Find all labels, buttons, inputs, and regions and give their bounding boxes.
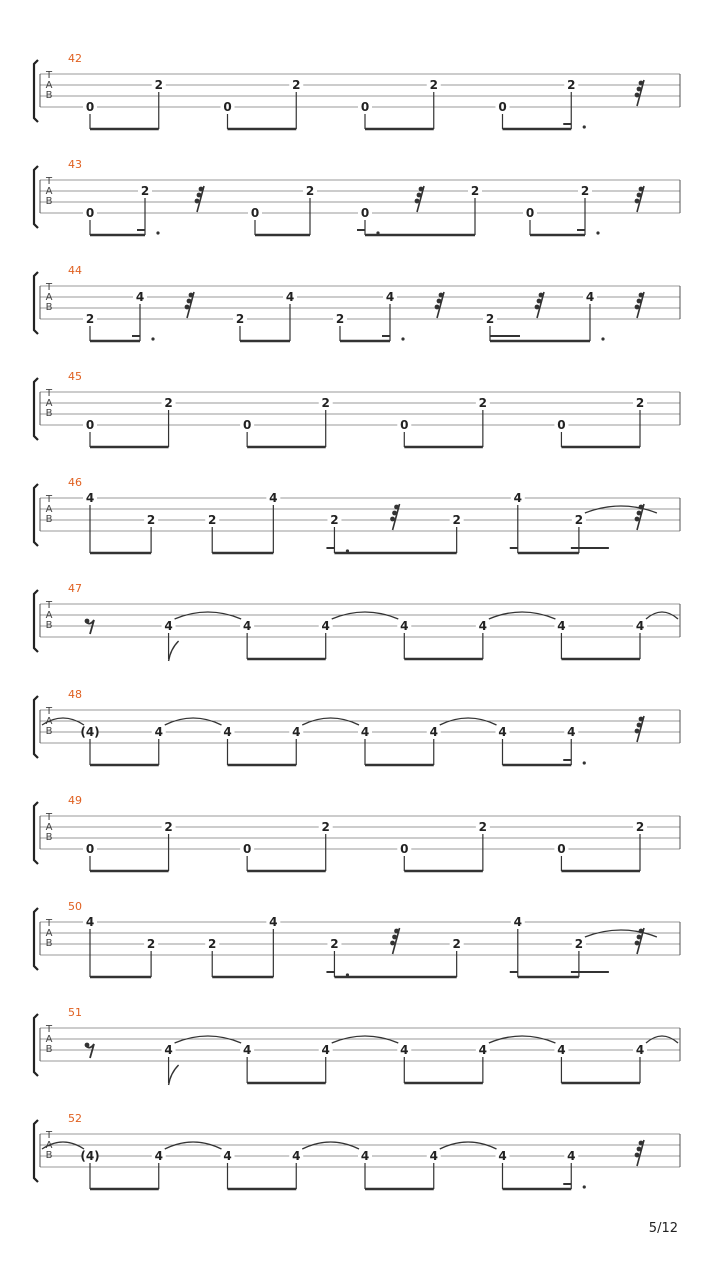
fret-number: 4 bbox=[164, 1043, 173, 1057]
fret-number: 0 bbox=[250, 206, 260, 220]
fret-number: 0 bbox=[242, 418, 252, 432]
fret-number: 2 bbox=[478, 396, 488, 410]
tab-clef-letter: T bbox=[45, 176, 53, 187]
tab-clef-letter: A bbox=[45, 80, 53, 91]
tab-clef-letter: A bbox=[45, 1034, 53, 1045]
fret-number: 0 bbox=[400, 842, 409, 856]
fret-number: 2 bbox=[146, 937, 156, 951]
tab-clef-letter: B bbox=[45, 514, 53, 525]
fret-number: 2 bbox=[146, 513, 156, 527]
fret-number: 0 bbox=[360, 100, 370, 114]
sixteenth-rest bbox=[435, 292, 444, 318]
fret-number: 4 bbox=[429, 1149, 438, 1163]
fret-number: 4 bbox=[242, 1043, 252, 1057]
system-bracket bbox=[34, 272, 38, 334]
fret-number: (4) bbox=[80, 1149, 100, 1163]
fret-number: 2 bbox=[478, 820, 488, 834]
fret-number: 0 bbox=[557, 418, 566, 432]
rhythm-dot bbox=[601, 337, 604, 340]
tab-clef-letter: A bbox=[45, 186, 53, 197]
rhythm-dot bbox=[401, 337, 404, 340]
fret-number: 0 bbox=[85, 842, 95, 856]
tab-clef-letter: T bbox=[45, 494, 53, 505]
fret-number: 2 bbox=[292, 78, 301, 92]
fret-number: 0 bbox=[525, 206, 535, 220]
fret-number: 2 bbox=[485, 312, 495, 326]
measure-number: 46 bbox=[68, 476, 82, 489]
fret-number: 4 bbox=[385, 290, 395, 304]
tab-clef-letter: A bbox=[45, 1140, 53, 1151]
fret-number: 4 bbox=[400, 1043, 409, 1057]
rhythm-dot bbox=[583, 761, 586, 764]
rhythm-dot bbox=[583, 125, 586, 128]
rhythm-dot bbox=[596, 231, 599, 234]
measure-number: 52 bbox=[68, 1112, 82, 1125]
fret-number: 2 bbox=[635, 396, 645, 410]
sixteenth-rest bbox=[635, 716, 644, 742]
fret-number: 4 bbox=[567, 1149, 576, 1163]
tab-clef-letter: T bbox=[45, 388, 53, 399]
system-bracket bbox=[34, 484, 38, 546]
tab-clef-letter: A bbox=[45, 928, 53, 939]
fret-number: 4 bbox=[429, 725, 438, 739]
fret-number: 0 bbox=[223, 100, 232, 114]
system-bracket bbox=[34, 1014, 38, 1076]
rhythm-dot bbox=[376, 231, 379, 234]
note-flag bbox=[169, 1065, 179, 1085]
fret-number: 4 bbox=[478, 1043, 488, 1057]
sixteenth-rest bbox=[635, 292, 644, 318]
tab-clef-letter: B bbox=[45, 620, 53, 631]
tab-clef-letter: B bbox=[45, 1150, 53, 1161]
tab-system bbox=[34, 688, 680, 765]
tab-system bbox=[34, 1112, 680, 1189]
fret-number: 4 bbox=[164, 619, 173, 633]
fret-number: 2 bbox=[164, 820, 173, 834]
measure-number: 44 bbox=[68, 264, 82, 277]
fret-number: 0 bbox=[498, 100, 507, 114]
fret-number: 4 bbox=[321, 1043, 330, 1057]
sixteenth-rest bbox=[195, 186, 204, 212]
fret-number: 0 bbox=[557, 842, 566, 856]
fret-number: 4 bbox=[321, 619, 330, 633]
fret-number: 2 bbox=[140, 184, 150, 198]
tab-clef-letter: B bbox=[45, 1044, 53, 1055]
fret-number: 2 bbox=[574, 513, 584, 527]
fret-number: 2 bbox=[235, 312, 245, 326]
system-bracket bbox=[34, 696, 38, 758]
tab-system bbox=[34, 794, 680, 871]
fret-number: 4 bbox=[360, 1149, 370, 1163]
tab-clef-letter: T bbox=[45, 812, 53, 823]
tab-clef-letter: T bbox=[45, 706, 53, 717]
fret-number: 4 bbox=[154, 725, 163, 739]
measure-number: 42 bbox=[68, 52, 82, 65]
fret-number: 4 bbox=[223, 725, 232, 739]
fret-number: 4 bbox=[478, 619, 488, 633]
fret-number: 4 bbox=[242, 619, 252, 633]
fret-number: 2 bbox=[305, 184, 315, 198]
tab-clef-letter: T bbox=[45, 1024, 53, 1035]
fret-number: 0 bbox=[242, 842, 252, 856]
tab-clef-letter: T bbox=[45, 918, 53, 929]
fret-number: 4 bbox=[292, 725, 301, 739]
fret-number: 4 bbox=[635, 1043, 645, 1057]
rhythm-dot bbox=[346, 973, 349, 976]
system-bracket bbox=[34, 60, 38, 122]
measure-number: 47 bbox=[68, 582, 82, 595]
fret-number: 2 bbox=[330, 937, 339, 951]
fret-number: 2 bbox=[452, 513, 461, 527]
fret-number: 2 bbox=[321, 396, 330, 410]
fret-number: 2 bbox=[208, 513, 217, 527]
tab-clef-letter: T bbox=[45, 600, 53, 611]
tab-system bbox=[34, 370, 680, 447]
fret-number: 2 bbox=[164, 396, 173, 410]
measure-number: 48 bbox=[68, 688, 82, 701]
rhythm-dot bbox=[151, 337, 154, 340]
fret-number: 2 bbox=[335, 312, 345, 326]
tab-system bbox=[34, 900, 680, 977]
fret-number: 4 bbox=[557, 619, 566, 633]
fret-number: 0 bbox=[85, 100, 95, 114]
fret-number: 2 bbox=[154, 78, 163, 92]
system-bracket bbox=[34, 802, 38, 864]
fret-number: 4 bbox=[513, 915, 522, 929]
tab-clef-letter: B bbox=[45, 832, 53, 843]
fret-number: 4 bbox=[360, 725, 370, 739]
fret-number: 4 bbox=[223, 1149, 232, 1163]
system-bracket bbox=[34, 1120, 38, 1182]
fret-number: 4 bbox=[513, 491, 522, 505]
tab-clef-letter: A bbox=[45, 610, 53, 621]
fret-number: 2 bbox=[580, 184, 590, 198]
fret-number: 4 bbox=[498, 725, 507, 739]
fret-number: 4 bbox=[585, 290, 595, 304]
tab-system bbox=[34, 264, 680, 341]
tab-clef-letter: B bbox=[45, 90, 53, 101]
tab-system bbox=[34, 1006, 680, 1085]
fret-number: 0 bbox=[85, 418, 95, 432]
fret-number: 4 bbox=[498, 1149, 507, 1163]
fret-number: 2 bbox=[574, 937, 584, 951]
tab-clef-letter: A bbox=[45, 822, 53, 833]
fret-number: 0 bbox=[85, 206, 95, 220]
system-bracket bbox=[34, 908, 38, 970]
fret-number: 2 bbox=[470, 184, 480, 198]
fret-number: 2 bbox=[85, 312, 95, 326]
sixteenth-rest bbox=[390, 928, 399, 954]
fret-number: 2 bbox=[452, 937, 461, 951]
fret-number: 4 bbox=[635, 619, 645, 633]
measure-number: 50 bbox=[68, 900, 82, 913]
fret-number: 4 bbox=[269, 915, 278, 929]
note-flag bbox=[169, 641, 179, 661]
fret-number: 4 bbox=[269, 491, 278, 505]
sixteenth-rest bbox=[635, 1140, 644, 1166]
sixteenth-rest bbox=[185, 292, 194, 318]
fret-number: 4 bbox=[292, 1149, 301, 1163]
sixteenth-rest bbox=[535, 292, 544, 318]
sixteenth-rest bbox=[415, 186, 424, 212]
fret-number: 2 bbox=[208, 937, 217, 951]
tab-clef-letter: A bbox=[45, 504, 53, 515]
fret-number: 4 bbox=[85, 491, 95, 505]
tab-clef-letter: A bbox=[45, 398, 53, 409]
tab-clef-letter: T bbox=[45, 282, 53, 293]
fret-number: 4 bbox=[567, 725, 576, 739]
tab-clef-letter: B bbox=[45, 302, 53, 313]
tab-clef-letter: T bbox=[45, 70, 53, 81]
system-bracket bbox=[34, 378, 38, 440]
tab-system bbox=[34, 582, 680, 661]
tab-system bbox=[34, 158, 680, 235]
system-bracket bbox=[34, 166, 38, 228]
sixteenth-rest bbox=[635, 186, 644, 212]
measure-number: 43 bbox=[68, 158, 82, 171]
fret-number: 2 bbox=[321, 820, 330, 834]
tab-clef-letter: B bbox=[45, 408, 53, 419]
fret-number: 2 bbox=[330, 513, 339, 527]
fret-number: 2 bbox=[429, 78, 438, 92]
tab-system bbox=[34, 52, 680, 129]
rhythm-dot bbox=[346, 549, 349, 552]
measure-number: 49 bbox=[68, 794, 82, 807]
fret-number: 0 bbox=[400, 418, 409, 432]
tab-clef-letter: B bbox=[45, 938, 53, 949]
tab-clef-letter: B bbox=[45, 196, 53, 207]
fret-number: (4) bbox=[80, 725, 100, 739]
fret-number: 4 bbox=[285, 290, 295, 304]
tab-clef-letter: A bbox=[45, 292, 53, 303]
rhythm-dot bbox=[156, 231, 159, 234]
page-number: 5/12 bbox=[648, 1221, 678, 1236]
fret-number: 4 bbox=[135, 290, 145, 304]
system-bracket bbox=[34, 590, 38, 652]
fret-number: 4 bbox=[557, 1043, 566, 1057]
fret-number: 4 bbox=[154, 1149, 163, 1163]
tab-system bbox=[34, 476, 680, 553]
fret-number: 4 bbox=[85, 915, 95, 929]
tab-clef-letter: B bbox=[45, 726, 53, 737]
fret-number: 4 bbox=[400, 619, 409, 633]
fret-number: 2 bbox=[635, 820, 645, 834]
rhythm-dot bbox=[583, 1185, 586, 1188]
measure-number: 51 bbox=[68, 1006, 82, 1019]
sixteenth-rest bbox=[635, 80, 644, 106]
measure-number: 45 bbox=[68, 370, 82, 383]
fret-number: 2 bbox=[567, 78, 576, 92]
fret-number: 0 bbox=[360, 206, 370, 220]
tab-clef-letter: A bbox=[45, 716, 53, 727]
tab-clef-letter: T bbox=[45, 1130, 53, 1141]
sixteenth-rest bbox=[390, 504, 399, 530]
